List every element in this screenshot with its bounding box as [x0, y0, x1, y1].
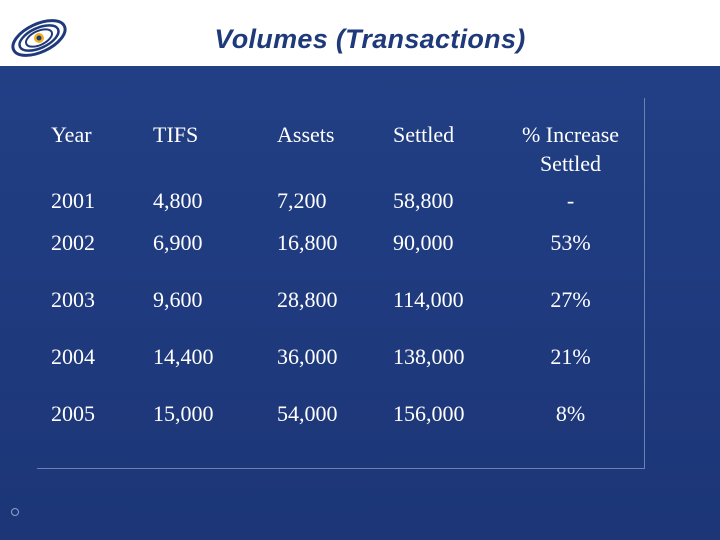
cell-year: 2001	[51, 188, 95, 213]
table-row	[37, 222, 644, 279]
cell-increase: 27%	[550, 287, 591, 312]
table-row	[37, 182, 644, 222]
cell-assets: 36,000	[277, 344, 338, 369]
header-tifs: TIFS	[153, 122, 199, 147]
cell-tifs: 4,800	[153, 188, 203, 213]
slide-title: Volumes (Transactions)	[214, 24, 526, 54]
cell-settled: 138,000	[393, 344, 465, 369]
cell-tifs: 15,000	[153, 401, 214, 426]
header-year: Year	[51, 122, 92, 147]
cell-assets: 7,200	[277, 188, 327, 213]
cell-increase: 21%	[550, 344, 591, 369]
cell-year: 2005	[51, 401, 95, 426]
cell-year: 2003	[51, 287, 95, 312]
header-increase-settled: % Increase Settled	[521, 122, 620, 176]
cell-settled: 114,000	[393, 287, 464, 312]
header-bar	[0, 0, 720, 66]
cell-year: 2004	[51, 344, 95, 369]
cell-year: 2002	[51, 230, 95, 255]
cell-increase: -	[566, 188, 575, 213]
header-settled: Settled	[393, 122, 455, 147]
cell-increase: 8%	[555, 401, 586, 426]
cell-settled: 90,000	[393, 230, 454, 255]
table-row	[37, 336, 644, 393]
cell-increase: 53%	[550, 230, 591, 255]
cell-settled: 58,800	[393, 188, 454, 213]
cell-settled: 156,000	[393, 401, 465, 426]
table-row	[37, 393, 644, 450]
cell-tifs: 6,900	[153, 230, 203, 255]
cell-tifs: 9,600	[153, 287, 203, 312]
slide-marker-icon	[11, 508, 19, 516]
table-row	[37, 279, 644, 336]
table-header-row	[37, 98, 644, 182]
volumes-table	[37, 98, 644, 450]
cell-assets: 54,000	[277, 401, 338, 426]
volumes-table-container	[37, 98, 645, 469]
header-assets: Assets	[277, 122, 335, 147]
cell-assets: 16,800	[277, 230, 338, 255]
cell-assets: 28,800	[277, 287, 338, 312]
cell-tifs: 14,400	[153, 344, 214, 369]
